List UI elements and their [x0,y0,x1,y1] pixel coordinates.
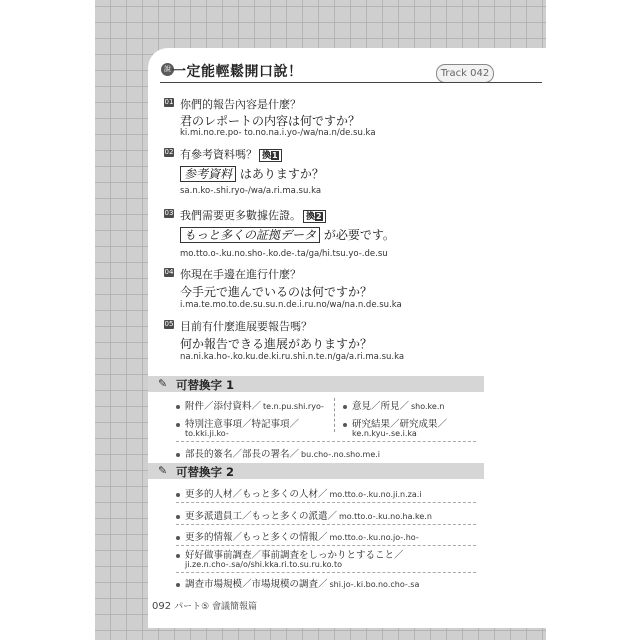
bullet-icon [176,536,180,540]
divider [176,545,476,546]
divider [176,441,476,442]
item-text: 附件／添付資料／ [185,401,262,412]
page-footer [152,599,257,612]
replace-section-title: 可替換字 1 [176,378,235,392]
divider [176,572,476,573]
item-romaji: mo.tto.o-.ku.no.ji.n.za.i [329,490,422,499]
page-number: 092 [152,601,172,612]
phrase-number: 04 [164,268,174,276]
item-text: 研究結果／研究成果／ [352,419,448,430]
item-romaji: ji.ze.n.cho-.sa/o/shi.kka.ri.to.su.ru.ko.to [185,560,342,569]
phrase-chinese [180,146,282,162]
replace1-item-3 [176,416,299,430]
page-title: 一定能輕鬆開口說！ [172,64,303,80]
phrase-japanese: 何か報告できる進展がありますか？ [180,337,373,351]
phrase-chinese: 你現在手邊在進行什麼？ [180,268,301,281]
item-romaji: mo.tto.o-.ku.no.jo-.ho- [329,533,419,542]
replace-section-title: 可替換字 2 [176,465,235,479]
track-badge[interactable]: Track 042 [436,64,494,83]
bullet-icon [176,405,180,409]
tag-label: 換 [262,151,272,161]
item-romaji: mo.tto.o-.ku.no.ha.ke.n [339,512,432,521]
replace1-item-4 [343,416,447,430]
bullet-icon [176,453,180,457]
phrase-japanese: 今手元で進んでいるのは何ですか？ [180,285,373,299]
phrase-chinese [180,207,326,223]
phrase-chinese: 你們的報告內容是什麼？ [180,98,301,111]
item-romaji: sho.ke.n [411,402,445,411]
item-text: 更多派遣員工／もっと多くの派遣／ [185,511,338,522]
phrase-japanese-rest: はありますか？ [239,167,324,181]
speech-icon: 說 [161,63,174,76]
phrase-japanese [180,226,395,243]
item-text: 好好做事前調查／事前調査をしっかりとすること／ [185,550,404,561]
section-header [148,48,546,88]
phrase-japanese: 君のレポートの内容は何ですか？ [180,114,361,128]
column-divider [334,398,335,432]
bullet-icon [343,423,347,427]
item-romaji: shi.jo-.ki.bo.no.cho-.sa [329,580,420,589]
item-text: 特別注意事項／特記事項／ [185,419,300,430]
replace1-item-2 [343,398,444,412]
bullet-icon [176,554,180,558]
item-text: 更多的情報／もっと多くの情報／ [185,532,328,543]
replace2-item-3 [176,529,419,543]
tag-label: 換 [306,212,316,222]
replace1-item-5 [176,446,380,460]
phrase-chinese-text: 我們需要更多數據佐證。 [180,209,301,222]
item-text: 意見／所見／ [352,401,410,412]
phrase-romaji: sa.n.ko-.shi.ryo-/wa/a.ri.ma.su.ka [180,186,322,196]
replace-slot: 参考資料 [180,166,236,182]
replace-tag-2[interactable] [303,210,326,223]
phrase-romaji: mo.tto.o-.ku.no.sho-.ko.de-.ta/ga/hi.tsu.yo-.de.su [180,249,388,259]
tag-number: 1 [272,151,278,160]
replace-tag-1[interactable] [259,149,282,162]
replace-slot: もっと多くの証拠データ [180,227,320,243]
replace1-item-1 [176,398,324,412]
bullet-icon [176,583,180,587]
pencil-icon: ✎ [158,464,168,477]
replace2-item-5 [176,576,419,590]
item-romaji: te.n.pu.shi.ryo- [263,402,324,411]
replace2-item-1 [176,486,421,500]
phrase-number: 05 [164,320,174,328]
item-romaji: ke.n.kyu-.se.i.ka [352,429,417,438]
bullet-icon [176,515,180,519]
phrase-romaji: i.ma.te.mo.to.de.su.su.n.de.i.ru.no/wa/na.n.de.su.ka [180,300,402,310]
bullet-icon [176,493,180,497]
item-text: 部長的簽名／部長の署名／ [185,449,300,460]
phrase-number: 03 [164,209,174,217]
phrase-japanese [180,165,324,182]
pencil-icon: ✎ [158,377,168,390]
tag-number: 2 [316,212,322,221]
replace-section-2-header [148,463,484,479]
header-divider [160,82,542,83]
item-romaji: to.kki.ji.ko- [185,429,229,438]
divider [176,524,476,525]
phrase-chinese: 目前有什麼進展要報告嗎？ [180,320,312,333]
phrase-romaji: na.ni.ka.ho-.ko.ku.de.ki.ru.shi.n.te.n/ga/a.ri.ma.su.ka [180,352,405,362]
replace-section-1-header [148,376,484,392]
item-romaji: bu.cho-.no.sho.me.i [301,450,381,459]
phrase-number: 01 [164,98,174,106]
bullet-icon [343,405,347,409]
item-text: 調查市場規模／市場規模の調査／ [185,579,328,590]
phrase-japanese-rest: が必要です。 [323,228,395,242]
chapter-label: パート⑤ 會議簡報篇 [174,602,258,612]
phrase-number: 02 [164,148,174,156]
replace2-item-2 [176,508,432,522]
divider [176,502,476,503]
item-text: 更多的人材／もっと多くの人材／ [185,489,328,500]
phrase-chinese-text: 有參考資料嗎？ [180,148,257,161]
phrase-romaji: ki.mi.no.re.po- to.no.na.i.yo-/wa/na.n/de.su.ka [180,128,376,138]
replace2-item-4 [176,547,404,561]
bullet-icon [176,423,180,427]
